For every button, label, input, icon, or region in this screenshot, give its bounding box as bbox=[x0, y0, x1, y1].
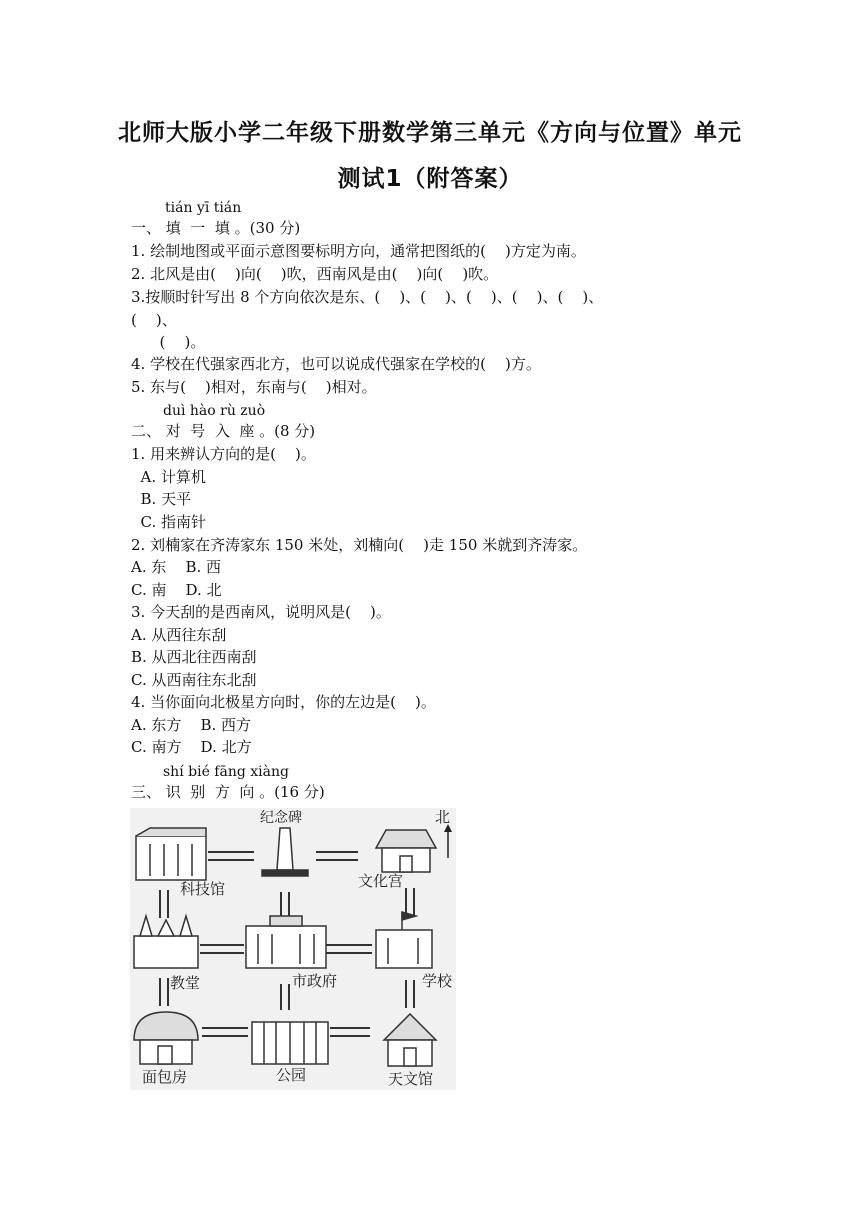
section1-q3-line1: 3.按顺时针写出 8 个方向依次是东、( )、( )、( )、( )、( )、 bbox=[131, 288, 604, 306]
section2-q3-option-b: B. 从西北往西南刮 bbox=[131, 648, 257, 666]
section2-q1-option-b: B. 天平 bbox=[131, 490, 192, 508]
section1-heading: 一、 填 一 填 。(30 分) bbox=[131, 219, 301, 237]
section2-q2-options-cd: C. 南 D. 北 bbox=[131, 581, 222, 599]
place-label-park: 公园 bbox=[276, 1066, 307, 1084]
section2-q2-options-ab: A. 东 B. 西 bbox=[131, 558, 222, 576]
north-label: 北 bbox=[435, 808, 451, 826]
section2-q4: 4. 当你面向北极星方向时，你的左边是( )。 bbox=[131, 693, 436, 711]
section1-q5: 5. 东与( )相对，东南与( )相对。 bbox=[131, 378, 377, 396]
school-icon bbox=[376, 912, 432, 968]
section2-q2: 2. 刘楠家在齐涛家东 150 米处，刘楠向( )走 150 米就到齐涛家。 bbox=[131, 536, 588, 554]
section2-pinyin: duì hào rù zuò bbox=[163, 403, 266, 419]
cultural-palace-icon bbox=[376, 830, 436, 872]
science-museum-icon bbox=[136, 828, 206, 880]
section2-q3: 3. 今天刮的是西南风，说明风是( )。 bbox=[131, 603, 391, 621]
place-label-science-museum: 科技馆 bbox=[180, 880, 226, 898]
section1-pinyin: tián yī tián bbox=[165, 200, 242, 216]
section2-heading: 二、 对 号 入 座 。(8 分) bbox=[131, 422, 316, 440]
place-label-church: 教堂 bbox=[170, 974, 201, 992]
section1-q4: 4. 学校在代强家西北方，也可以说成代强家在学校的( )方。 bbox=[131, 355, 541, 373]
section1-q2: 2. 北风是由( )向( )吹，西南风是由( )向( )吹。 bbox=[131, 265, 499, 283]
park-gate-icon bbox=[252, 1022, 328, 1064]
section3-heading: 三、 识 别 方 向 。(16 分) bbox=[131, 783, 325, 801]
place-label-bakery: 面包房 bbox=[142, 1068, 188, 1086]
monument-label-1: 纪念碑 bbox=[260, 810, 302, 826]
section1-q3-line3: ( )。 bbox=[150, 333, 206, 351]
section2-q4-options-ab: A. 东方 B. 西方 bbox=[131, 716, 252, 734]
section3-pinyin: shí bié fāng xiàng bbox=[163, 764, 289, 780]
section2-q1-option-c: C. 指南针 bbox=[131, 513, 207, 531]
direction-map-svg bbox=[130, 808, 456, 1090]
section1-q1: 1. 绘制地图或平面示意图要标明方向，通常把图纸的( )方定为南。 bbox=[131, 242, 586, 260]
section1-q3-line2: ( )、 bbox=[131, 311, 177, 329]
monument-icon bbox=[262, 828, 308, 876]
direction-map bbox=[130, 808, 456, 1090]
place-label-school: 学校 bbox=[422, 972, 453, 990]
section2-q1: 1. 用来辨认方向的是( )。 bbox=[131, 445, 316, 463]
city-hall-icon bbox=[246, 916, 326, 968]
place-label-observatory: 天文馆 bbox=[388, 1070, 434, 1088]
church-icon bbox=[134, 916, 198, 968]
place-label-city-hall: 市政府 bbox=[292, 972, 338, 990]
section2-q4-options-cd: C. 南方 D. 北方 bbox=[131, 738, 252, 756]
north-arrow-icon bbox=[444, 824, 452, 858]
section2-q3-option-c: C. 从西南往东北刮 bbox=[131, 671, 257, 689]
place-label-cultural-palace: 文化宫 bbox=[358, 872, 404, 890]
page-title-line-2: 测试1（附答案） bbox=[337, 166, 523, 192]
observatory-icon bbox=[384, 1014, 436, 1066]
section2-q3-option-a: A. 从西往东刮 bbox=[131, 626, 227, 644]
section2-q1-option-a: A. 计算机 bbox=[131, 468, 206, 486]
page-title-line-1: 北师大版小学二年级下册数学第三单元《方向与位置》单元 bbox=[118, 120, 742, 146]
bakery-icon bbox=[134, 1012, 198, 1064]
